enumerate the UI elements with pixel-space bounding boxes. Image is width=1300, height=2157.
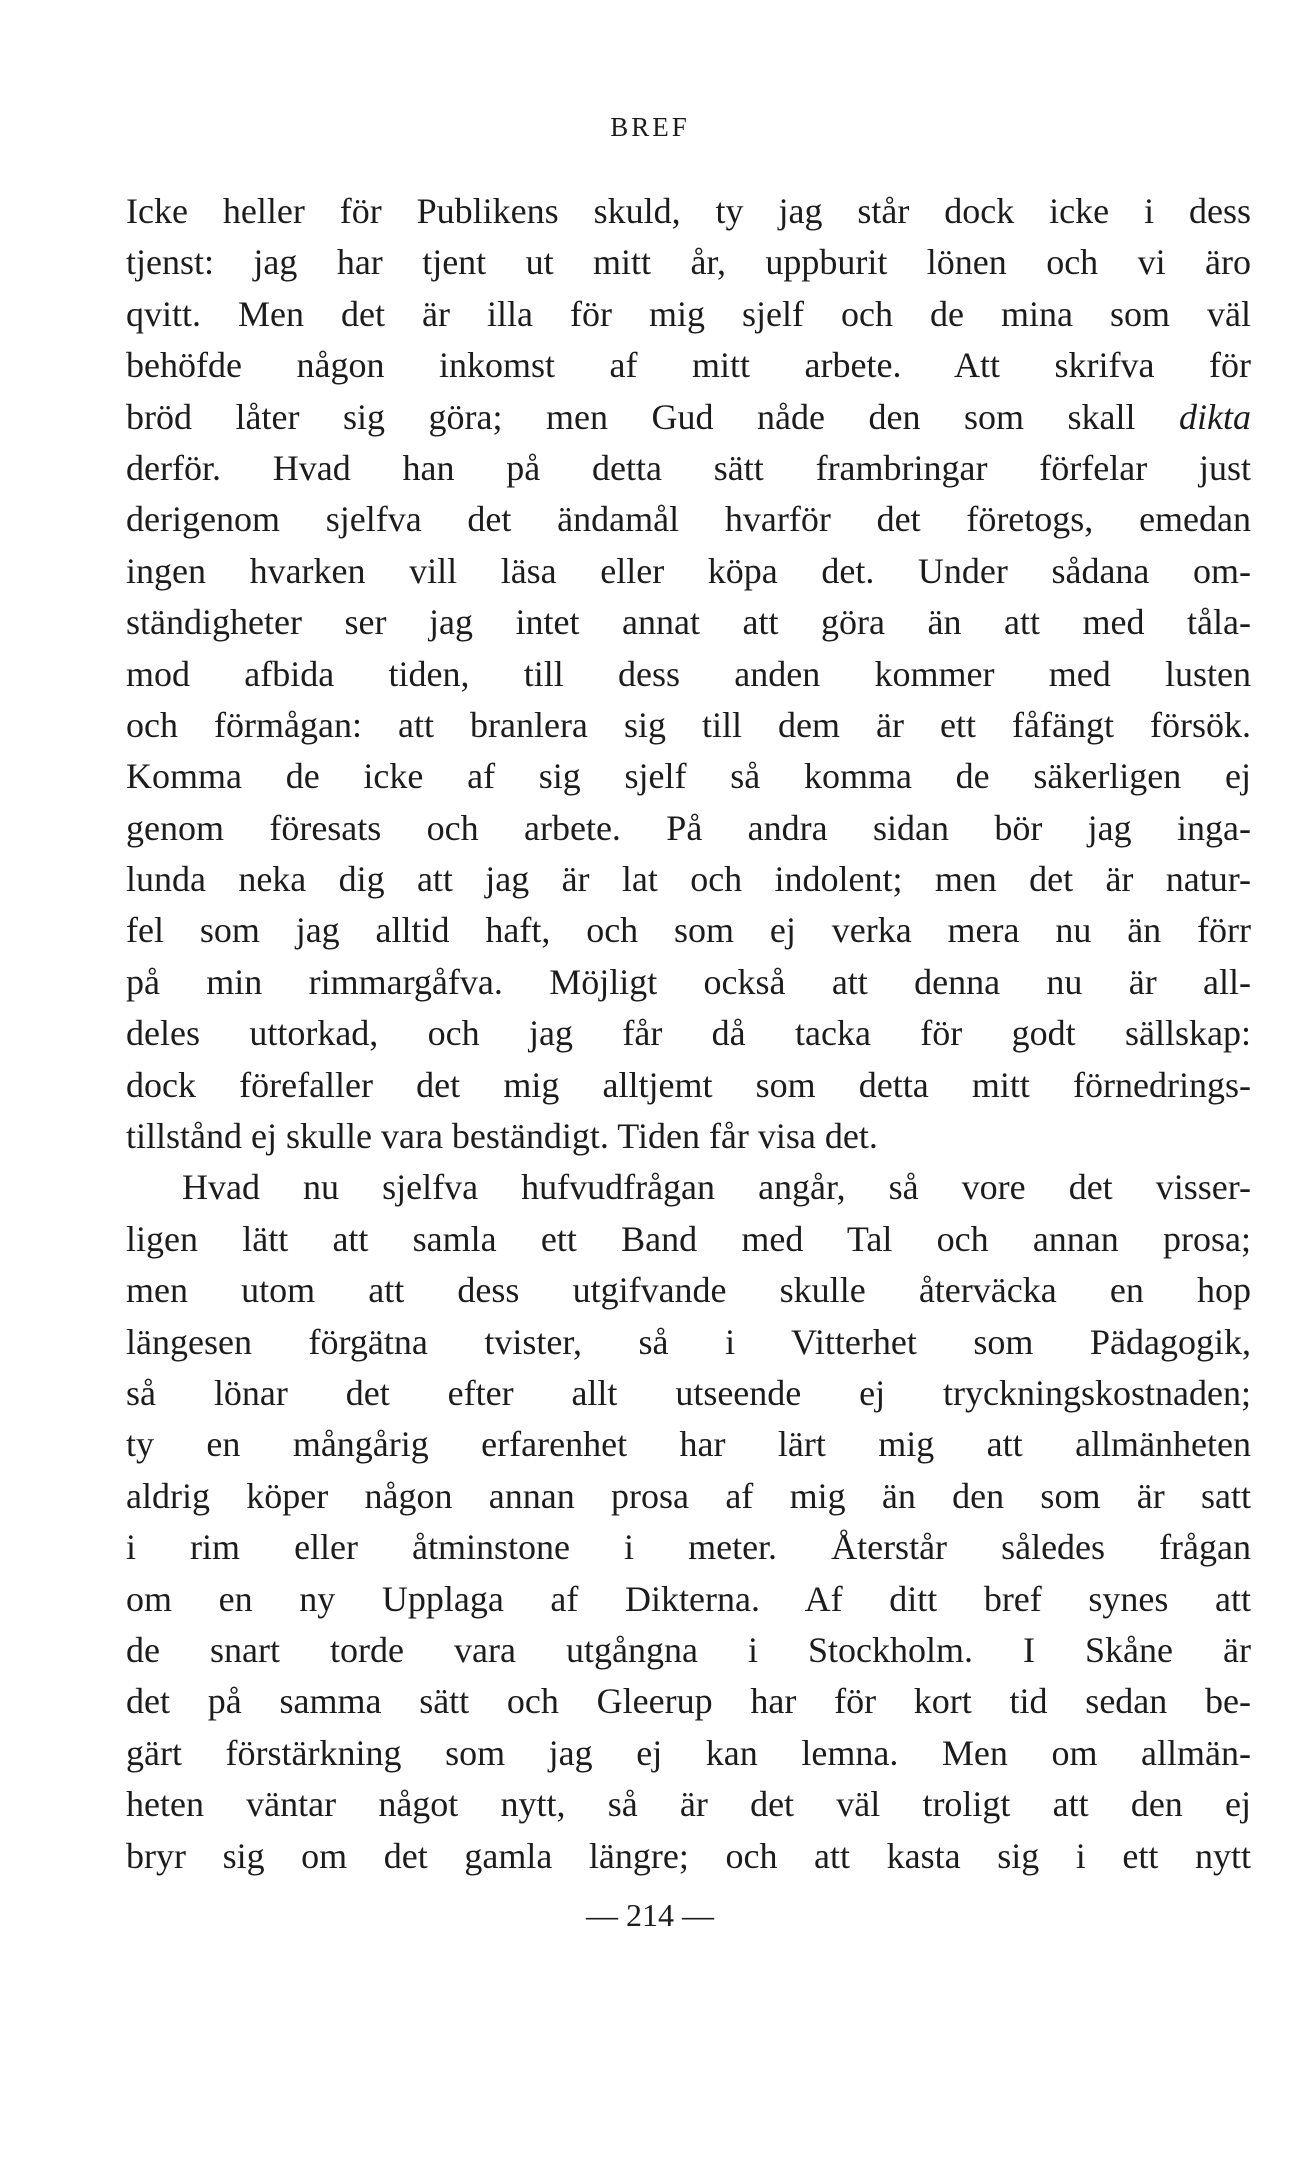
text-line: lunda neka dig att jag är lat och indolent; men det är natur- xyxy=(126,859,1251,900)
text-line: ligen lätt att samla ett Band med Tal och annan prosa; xyxy=(126,1218,1251,1259)
text-line: tjenst: jag har tjent ut mitt år, uppburit lönen och vi äro xyxy=(126,242,1251,283)
text-line: ständigheter ser jag intet annat att göra än att med tåla- xyxy=(126,602,1251,643)
text-line-with-italic xyxy=(126,392,1251,443)
text-line: Icke heller för Publikens skuld, ty jag står dock icke i dess xyxy=(126,191,1251,231)
text-line: behöfde någon inkomst af mitt arbete. Att skrifva för xyxy=(126,345,1251,386)
text-line: bryr sig om det gamla längre; och att kasta sig i ett nytt xyxy=(126,1835,1251,1876)
text-line: deles uttorkad, och jag får då tacka för godt sällskap: xyxy=(126,1013,1251,1054)
text-line: heten väntar något nytt, så är det väl troligt att den ej xyxy=(126,1784,1251,1825)
text-line: derigenom sjelfva det ändamål hvarför det företogs, emedan xyxy=(126,499,1251,540)
body-text xyxy=(126,186,1251,1882)
text-line: längesen förgätna tvister, så i Vitterhet som Pädagogik, xyxy=(126,1321,1251,1362)
text-line: ty en mångårig erfarenhet har lärt mig att allmänheten xyxy=(126,1424,1251,1465)
text-line: ingen hvarken vill läsa eller köpa det. Under sådana om- xyxy=(126,550,1251,591)
text-line: dock förefaller det mig alltjemt som detta mitt förnedrings- xyxy=(126,1064,1251,1105)
text-line: derför. Hvad han på detta sätt frambringar förfelar just xyxy=(126,447,1251,488)
text-line: det på samma sätt och Gleerup har för kort tid sedan be- xyxy=(126,1681,1251,1722)
text-line: fel som jag alltid haft, och som ej verka mera nu än förr xyxy=(126,910,1251,951)
running-title: BREF xyxy=(610,112,690,142)
text-line: på min rimmargåfva. Möjligt också att denna nu är all- xyxy=(126,961,1251,1002)
text-line: mod afbida tiden, till dess anden kommer med lusten xyxy=(126,653,1251,694)
italic-word: dikta xyxy=(1179,396,1251,437)
text-line: men utom att dess utgifvande skulle återväcka en hop xyxy=(126,1270,1251,1311)
text-line: Hvad nu sjelfva hufvudfrågan angår, så vore det visser- xyxy=(182,1167,1251,1208)
text-line: aldrig köper någon annan prosa af mig än den som är satt xyxy=(126,1475,1251,1516)
text-line: genom föresats och arbete. På andra sidan bör jag inga- xyxy=(126,807,1251,848)
text-line: qvitt. Men det är illa för mig sjelf och de mina som väl xyxy=(126,293,1251,334)
text-line-segment: bröd låter sig göra; men Gud nåde den som skall xyxy=(126,396,1136,437)
text-line: och förmågan: att branlera sig till dem är ett fåfängt försök. xyxy=(126,704,1251,745)
text-line: gärt förstärkning som jag ej kan lemna. Men om allmän- xyxy=(126,1732,1251,1773)
text-line: i rim eller åtminstone i meter. Återstår således frågan xyxy=(126,1527,1251,1568)
text-line: så lönar det efter allt utseende ej tryckningskostnaden; xyxy=(126,1372,1251,1413)
text-line: Komma de icke af sig sjelf så komma de säkerligen ej xyxy=(126,756,1251,797)
page-number: — 214 — xyxy=(586,1897,714,1933)
text-line: om en ny Upplaga af Dikterna. Af ditt bref synes att xyxy=(126,1578,1251,1619)
text-line: tillstånd ej skulle vara beständigt. Tiden får visa det. xyxy=(126,1116,878,1157)
text-line: de snart torde vara utgångna i Stockholm. I Skåne är xyxy=(126,1629,1251,1670)
